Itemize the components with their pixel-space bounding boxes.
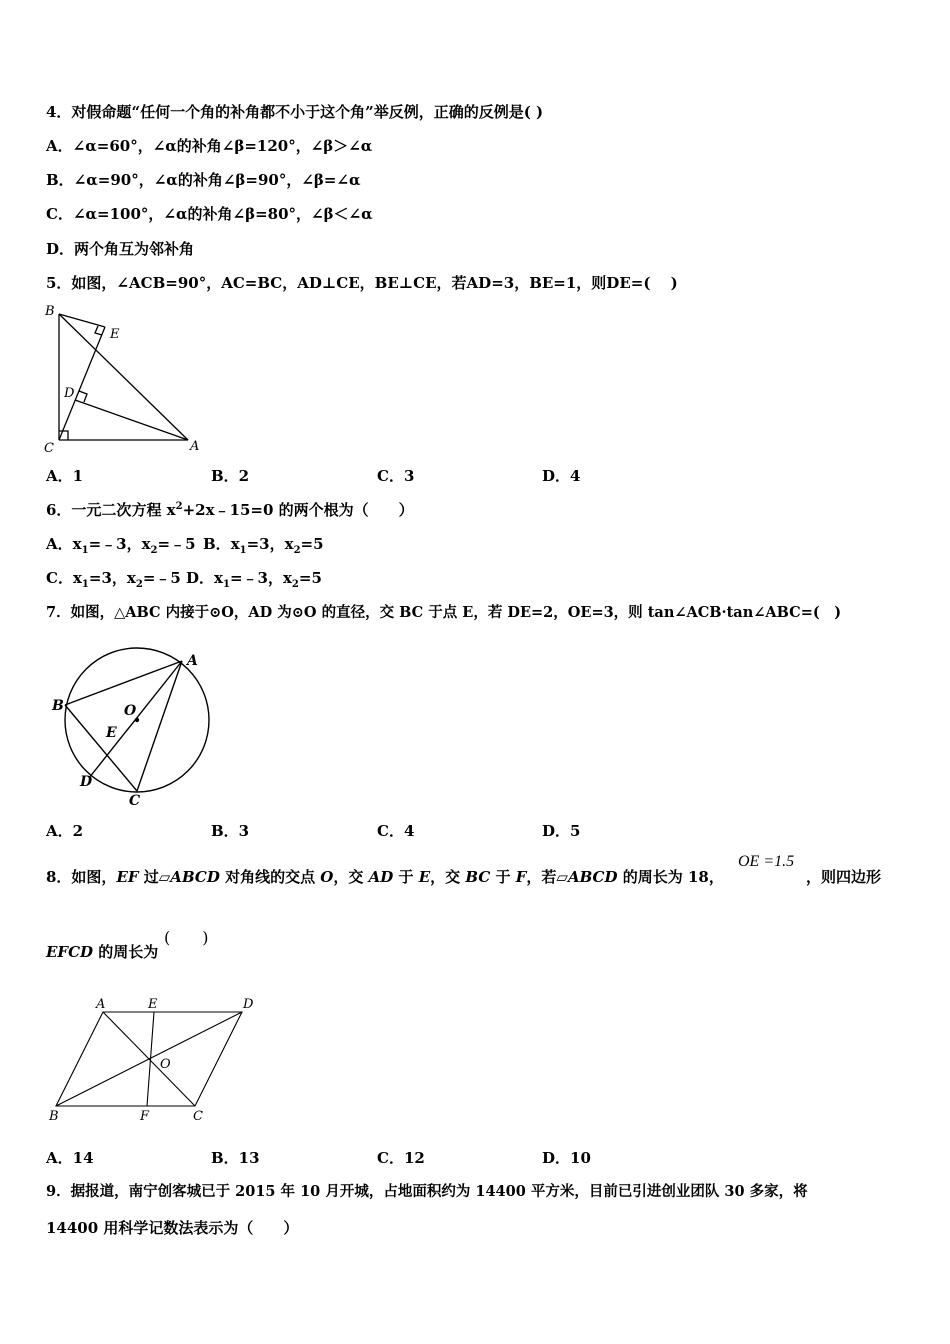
q8-efcd: EFCD xyxy=(46,943,94,961)
q5-figure xyxy=(40,300,210,460)
q6-stem xyxy=(46,501,414,519)
q8-label-d: D xyxy=(243,997,254,1012)
q6-a-v1: =﹣3， xyxy=(88,535,142,553)
q6-b-x1: x xyxy=(230,535,240,553)
q6-a-s1: 1 xyxy=(81,545,89,556)
q8-para1: ▱ABCD xyxy=(158,868,220,886)
q5-option-a: A．1 xyxy=(46,467,84,485)
q9-line2: 14400 用科学记数法表示为（ ） xyxy=(46,1219,299,1237)
q4-option-c: C．∠α=100°，∠α的补角∠β=80°，∠β＜∠α xyxy=(46,205,373,223)
q6-b-v2: =5 xyxy=(300,535,324,553)
q6-a-label: A． xyxy=(46,535,73,553)
q8-label-f: F xyxy=(140,1109,150,1124)
q8-stem-end: ，则四边形 xyxy=(806,868,882,886)
q8-label-c: C xyxy=(193,1109,203,1124)
q7-label-c: C xyxy=(129,793,141,809)
q8-stem xyxy=(46,868,724,886)
q8-label-e: E xyxy=(148,997,158,1012)
q7-label-b: B xyxy=(52,698,64,714)
q8-p5: 于 xyxy=(393,868,419,886)
q8-formula: OE =1.5 xyxy=(738,853,795,870)
q8-line2 xyxy=(46,943,158,961)
q6-d-v2: =5 xyxy=(298,569,322,587)
q6-c-x1: x xyxy=(72,569,82,587)
q6-stem-sup: 2 xyxy=(175,501,183,512)
q8-bc: BC xyxy=(465,868,491,886)
q7-label-e: E xyxy=(106,725,117,741)
q5-label-e: E xyxy=(110,327,120,342)
q8-p7: 于 xyxy=(490,868,516,886)
q8-p8: ，若 xyxy=(526,868,557,886)
q6-option-a xyxy=(46,535,196,556)
q8-line2-text: 的周长为 xyxy=(93,943,159,961)
q4-stem: 4．对假命题“任何一个角的补角都不小于这个角”举反例，正确的反例是( ) xyxy=(46,103,544,121)
q8-ef: EF xyxy=(116,868,139,886)
q6-d-x2: x xyxy=(282,569,292,587)
q8-option-a: A．14 xyxy=(46,1149,94,1167)
q6-b-s2: 2 xyxy=(293,545,301,556)
q6-a-x2: x xyxy=(141,535,151,553)
q8-label-o: O xyxy=(160,1057,171,1072)
q6-c-label: C． xyxy=(46,569,73,587)
q8-label-b: B xyxy=(49,1109,59,1124)
q5-label-b: B xyxy=(45,304,55,319)
q8-p6: ，交 xyxy=(430,868,466,886)
q8-ad: AD xyxy=(368,868,394,886)
q7-stem: 7．如图，△ABC 内接于⊙O，AD 为⊙O 的直径，交 BC 于点 E，若 DE=2，OE=3，则 tan∠ACB·tan∠ABC=( ) xyxy=(46,604,842,621)
q6-c-s2: 2 xyxy=(135,579,143,590)
q6-c-s1: 1 xyxy=(81,579,89,590)
q4-option-b: B．∠α=90°，∠α的补角∠β=90°，∠β=∠α xyxy=(46,171,361,189)
q7-label-o: O xyxy=(124,703,137,719)
q6-a-x1: x xyxy=(72,535,82,553)
q6-d-s2: 2 xyxy=(291,579,299,590)
q7-option-d: D．5 xyxy=(542,822,581,840)
q6-d-s1: 1 xyxy=(222,579,230,590)
q6-option-b xyxy=(203,535,324,556)
q7-label-d: D xyxy=(80,774,93,790)
q8-figure xyxy=(40,990,270,1130)
q9-line1: 9．据报道，南宁创客城已于 2015 年 10 月开城，占地面积约为 14400 平方米，目前已引进创业团队 30 多家，将 xyxy=(46,1183,808,1200)
q7-option-b: B．3 xyxy=(211,822,250,840)
q5-option-b: B．2 xyxy=(211,467,250,485)
q7-figure xyxy=(40,640,240,815)
q6-a-s2: 2 xyxy=(150,545,158,556)
q8-option-d: D．10 xyxy=(542,1149,591,1167)
q4-option-a: A．∠α=60°，∠α的补角∠β=120°，∠β＞∠α xyxy=(46,137,373,155)
q6-stem-suffix: +2x﹣15=0 的两个根为（ ） xyxy=(182,501,414,519)
q8-p2: 过 xyxy=(138,868,159,886)
q8-p9: 的周长为 18， xyxy=(617,868,724,886)
q5-option-d: D．4 xyxy=(542,467,581,485)
q6-c-v2: =﹣5 xyxy=(142,569,181,587)
q8-p1: 8．如图， xyxy=(46,868,117,886)
q6-d-label: D． xyxy=(186,569,215,587)
q4-option-d: D．两个角互为邻补角 xyxy=(46,240,195,258)
q6-stem-prefix: 6．一元二次方程 x xyxy=(46,501,176,519)
q5-stem: 5．如图，∠ACB=90°，AC=BC，AD⊥CE，BE⊥CE，若AD=3，BE=1，则DE=( ) xyxy=(46,274,678,292)
q6-b-label: B． xyxy=(203,535,231,553)
q7-option-a: A．2 xyxy=(46,822,84,840)
q6-b-v1: =3， xyxy=(246,535,285,553)
q5-option-c: C．3 xyxy=(377,467,415,485)
q8-para2: ▱ABCD xyxy=(556,868,618,886)
q6-d-v1: =﹣3， xyxy=(229,569,283,587)
q5-label-d: D xyxy=(64,386,75,401)
q8-option-c: C．12 xyxy=(377,1149,425,1167)
q6-d-x1: x xyxy=(214,569,223,587)
q8-p3: 对角线的交点 xyxy=(219,868,321,886)
q6-a-v2: =﹣5 xyxy=(157,535,196,553)
q6-c-x2: x xyxy=(126,569,136,587)
q8-option-b: B．13 xyxy=(211,1149,260,1167)
q6-b-x2: x xyxy=(284,535,294,553)
q6-option-c xyxy=(46,569,181,590)
q8-paren: ( ) xyxy=(164,928,209,947)
q8-o: O xyxy=(320,868,334,886)
q8-p4: ，交 xyxy=(333,868,369,886)
q8-e: E xyxy=(418,868,431,886)
q6-c-v1: =3， xyxy=(88,569,127,587)
q7-option-c: C．4 xyxy=(377,822,415,840)
q6-b-s1: 1 xyxy=(239,545,247,556)
q6-option-d xyxy=(186,569,322,590)
q5-label-a: A xyxy=(190,439,200,454)
q8-f: F xyxy=(515,868,527,886)
q8-label-a: A xyxy=(96,997,106,1012)
q5-label-c: C xyxy=(44,441,54,456)
q7-label-a: A xyxy=(187,653,198,669)
